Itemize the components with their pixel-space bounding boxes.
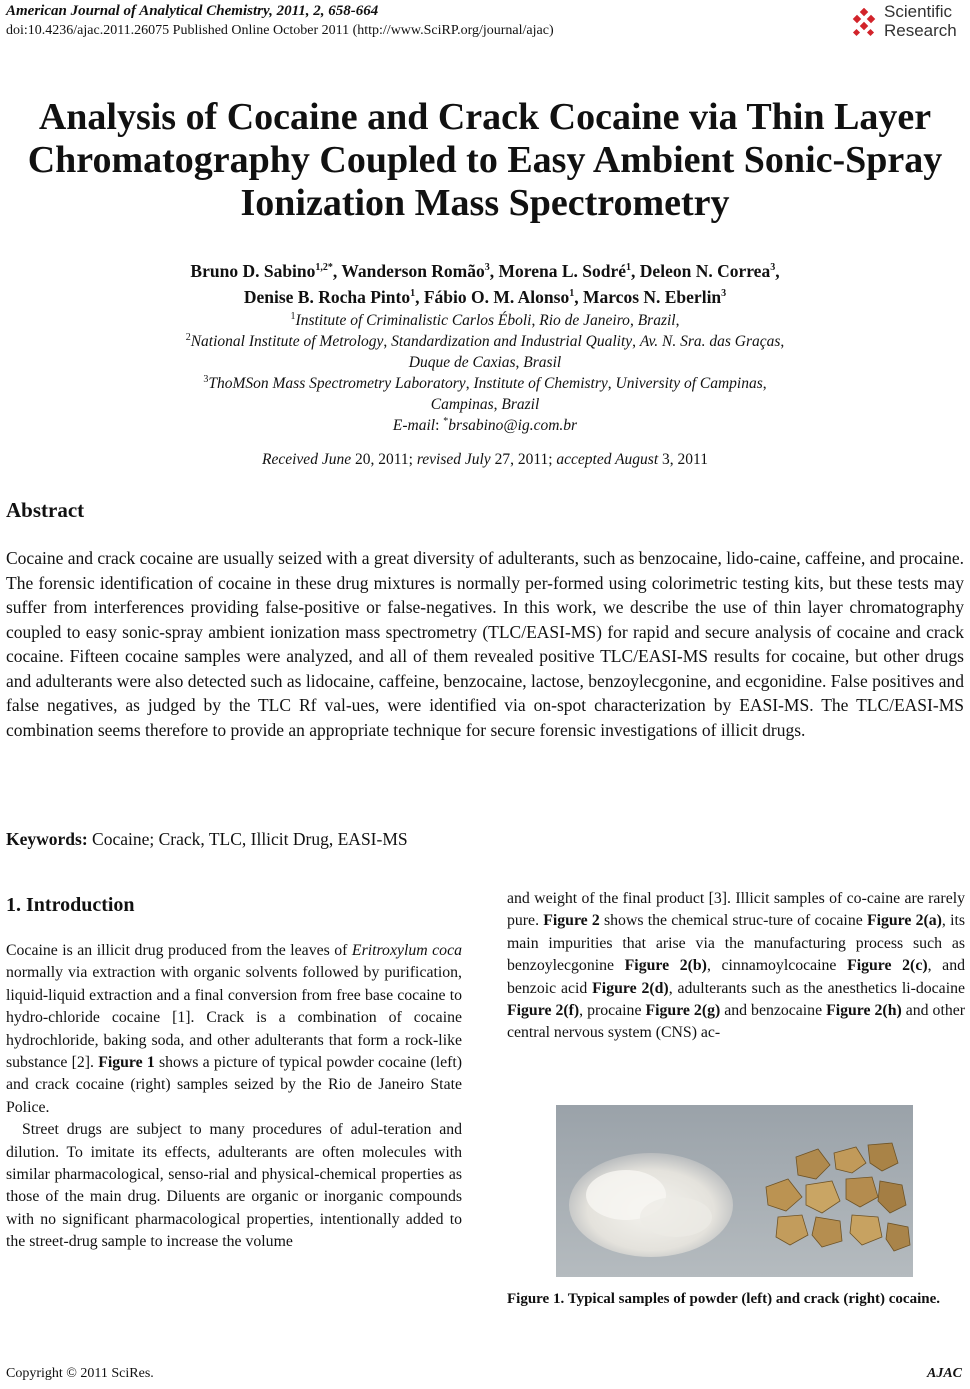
figure-ref[interactable]: Figure 2(h): [826, 1002, 902, 1020]
paragraph: Street drugs are subject to many procedures of adul-teration and dilution. To imitate its effects, adulterants are often molecules with similar pharmacological, senso-rial and physical-chemical properties as those of the main drug. Diluents are organic or inorganic compounds with no significant pharmacological properties, intentionally added to the street-drug sample to increase the volume: [6, 1121, 462, 1251]
author: Deleon N. Correa: [639, 261, 771, 281]
species-name: Eritroxylum coca: [351, 942, 462, 959]
figure-ref[interactable]: Figure 2(c): [847, 957, 928, 975]
author: Wanderson Romão: [341, 261, 485, 281]
copyright-notice: Copyright © 2011 SciRes.: [6, 1366, 154, 1381]
journal-abbreviation: AJAC: [926, 1366, 962, 1381]
email-line: E-mail: *brsabino@ig.com.br: [392, 415, 578, 434]
figure-ref[interactable]: Figure 2(g): [645, 1002, 721, 1020]
abstract-heading: Abstract: [6, 498, 85, 522]
author: Bruno D. Sabino: [190, 261, 316, 281]
cocaine-samples-image: [556, 1105, 913, 1277]
figure-ref[interactable]: Figure 2(a): [866, 912, 942, 930]
powder-cocaine: [569, 1153, 733, 1257]
journal-volume: , 2011, 2, 658-664: [269, 3, 379, 19]
submission-dates: Received June 20, 2011; revised July 27, 2011; accepted August 3, 2011: [262, 451, 708, 468]
doi-line: doi:10.4236/ajac.2011.26075 Published Online October 2011 (http://www.SciRP.org/journal/ajac): [6, 23, 554, 38]
figure-ref[interactable]: Figure 1: [98, 1054, 155, 1072]
left-column: [6, 940, 462, 1254]
figure-1-photo: [556, 1105, 913, 1277]
paragraph: Cocaine is an illicit drug produced from the leaves of Eritroxylum coca normally via extraction with organic solvents followed by purification, liquid-liquid extraction and a final conversion from free base cocaine to hydro-chloride cocaine [1]. Crack is a combination of cocaine hydrochloride, baking soda, and other adulterants that form a rock-like substance [2]. Figure 1 shows a picture of typical powder cocaine (left) and crack cocaine (right) samples seized by the Rio de Janeiro State Police.: [6, 942, 463, 1116]
section-heading-introduction: 1. Introduction: [6, 894, 135, 916]
publisher-name: Scientific Research: [884, 2, 957, 40]
paper-title: Analysis of Cocaine and Crack Cocaine via Thin Layer Chromatography Coupled to Easy Ambient Sonic-Spray Ionization Mass Spectrometry: [27, 96, 943, 224]
journal-name: American Journal of Analytical Chemistry: [6, 3, 270, 19]
abstract-text: Cocaine and crack cocaine are usually seized with a great diversity of adulterants, such as benzocaine, lido-caine, caffeine, and procaine. The forensic identification of cocaine in these drug mixtures is normally per-formed using colorimetric testing kits, but these tests may suffer from interferences providing false-positive or false-negatives. In this work, we describe the use of thin layer chromatography coupled to easy sonic-spray ambient ionization mass spectrometry (TLC/EASI-MS) for rapid and secure analysis of cocaine and crack cocaine. Fifteen cocaine samples were analyzed, and all of them revealed positive TLC/EASI-MS results for cocaine, but other drugs and adulterants were also detected such as lidocaine, caffeine, benzocaine, lactose, benzoylecgonine, and ecgonidine. False positives and false negatives, as judged by the TLC Rf val-ues, were identified via on-spot characterization by EASI-MS. The TLC/EASI-MS combination seems therefore to provide an appropriate technique for secure forensic investigations of illicit drugs.: [6, 548, 964, 740]
right-column: and weight of the final product [3]. Illicit samples of co-caine are rarely pure. Figure 2 shows the chemical struc-ture of cocaine Figure 2(a), its main impurities that arise via the manufacturing process such as benzoylecgonine Figure 2(b), cinnamoylcocaine Figure 2(c), and benzoic acid Figure 2(d), adulterants such as the anesthetics li-docaine Figure 2(f), procaine Figure 2(g) and benzocaine Figure 2(h) and other central nervous system (CNS) ac-: [507, 890, 966, 1042]
author: Denise B. Rocha Pinto: [243, 287, 411, 307]
scientific-research-logo: [848, 2, 970, 44]
email-link[interactable]: brsabino@ig.com.br: [448, 417, 578, 434]
author-list: Bruno D. Sabino$^{1,2*}$, Wanderson Romão$^3$, Morena L. Sodré$^1$, Deleon N. Correa$^3$, Denise B. Rocha Pinto$^1$, Fábio O. M. Alonso$^1$, Marcos N. Eberlin$^3$: [190, 261, 780, 307]
figure-ref[interactable]: Figure 2(b): [624, 957, 707, 975]
author: Morena L. Sodré: [498, 261, 627, 281]
keywords: Keywords: Cocaine; Crack, TLC, Illicit Drug, EASI-MS: [6, 829, 408, 849]
affiliations: $^1$Institute of Criminalistic Carlos Éboli, Rio de Janeiro, Brazil, $^2$National Institute of Metrology, Standardization and Industrial Quality, Av. N. Sra. das Graças, Duque de Caxias, Brasil $^3$ThoMSon Mass Spectrometry Laboratory, Institute of Chemistry, University of Campinas, Campinas, Brazil E-mail: *brsabino@ig.com.br: [20, 310, 950, 436]
figure-ref[interactable]: Figure 2(f): [507, 1002, 580, 1020]
figure-ref[interactable]: Figure 2: [543, 912, 600, 930]
figure-ref[interactable]: Figure 2(d): [592, 979, 669, 997]
figure-1-caption: Figure 1. Typical samples of powder (left) and crack (right) cocaine.: [507, 1291, 941, 1307]
journal-header: [6, 2, 554, 40]
author: Marcos N. Eberlin: [582, 287, 722, 307]
publisher-logo-icon: [848, 8, 880, 40]
author: Fábio O. M. Alonso: [423, 287, 570, 307]
